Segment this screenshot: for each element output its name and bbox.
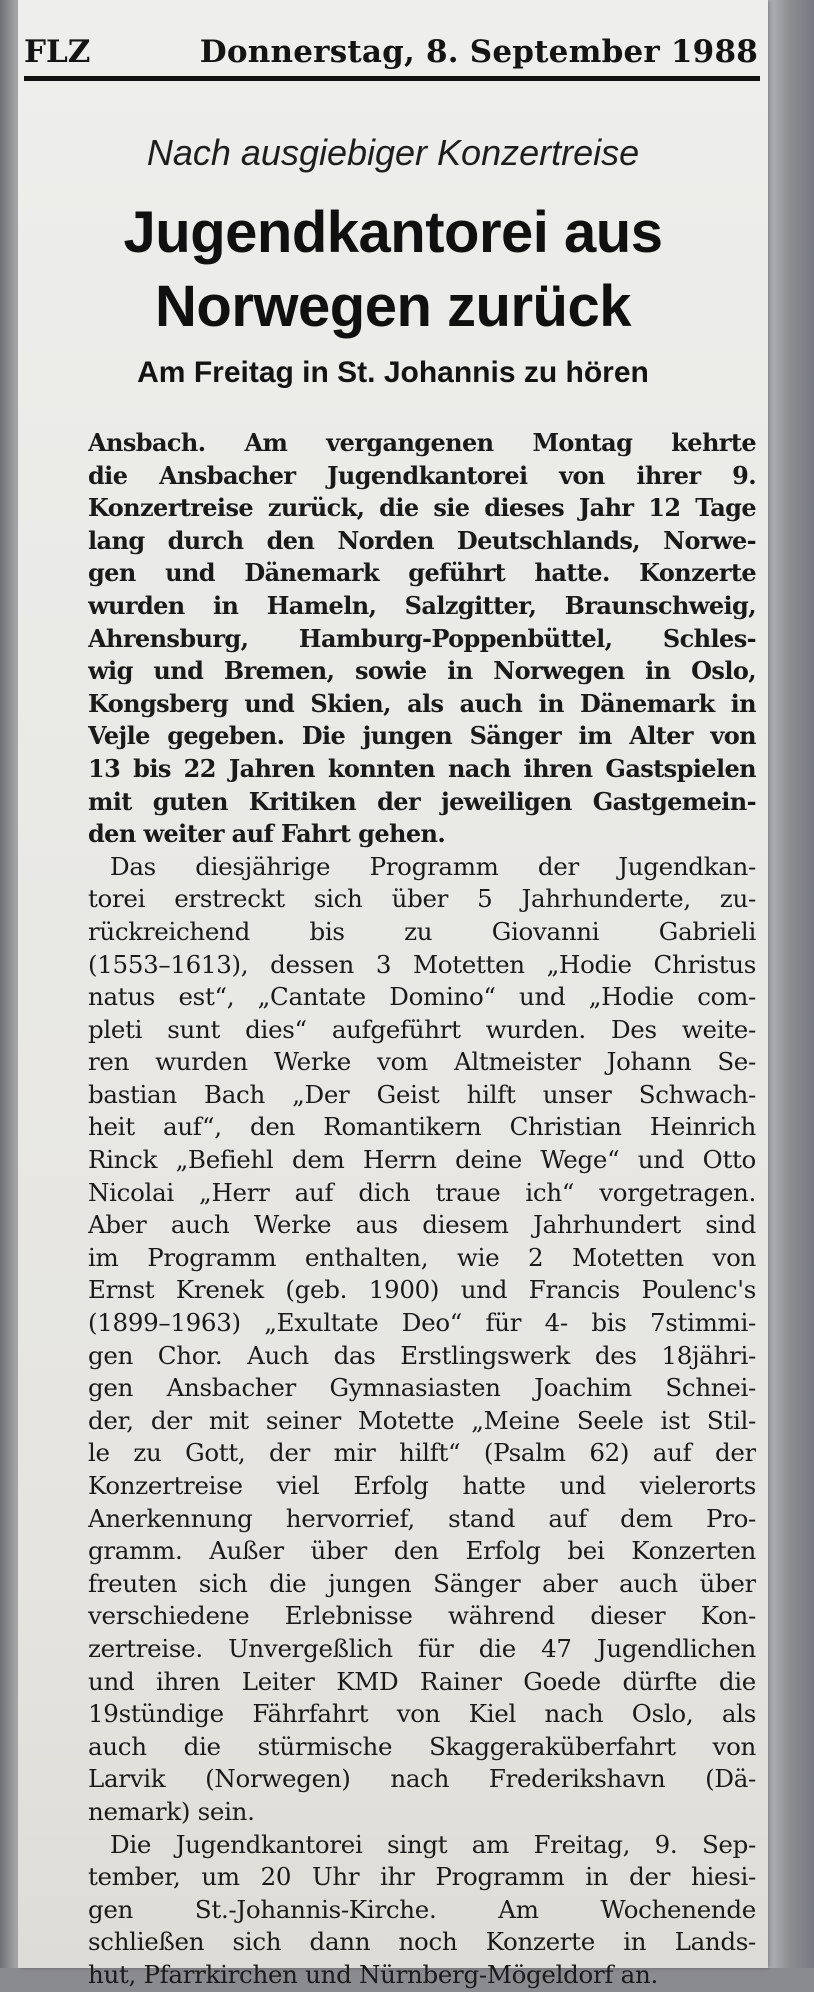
body-line: gen St.-Johannis-Kirche. Am Wochenende — [88, 1894, 756, 1924]
newspaper-clipping — [18, 0, 768, 1989]
body-line: gen und Dänemark geführt hatte. Konzerte — [88, 558, 756, 588]
body-line: gen Chor. Auch das Erstlingswerk des 18jähri- — [88, 1340, 756, 1370]
article-headline — [18, 196, 768, 344]
body-line: Kongsberg und Skien, als auch in Dänemark in — [88, 688, 756, 718]
body-line: Nicolai „Herr auf dich traue ich“ vorgetragen. — [88, 1177, 756, 1207]
article-subhead: Am Freitag in St. Johannis zu hören — [137, 356, 649, 389]
body-line: Ansbach. Am vergangenen Montag kehrte — [88, 428, 756, 457]
body-line: auch die stürmische Skaggeraküberfahrt von — [88, 1731, 756, 1761]
body-line: torei erstreckt sich über 5 Jahrhunderte, zu- — [88, 884, 756, 914]
article-body — [88, 427, 756, 1992]
body-line: Konzertreise viel Erfolg hatte und vielerorts — [88, 1471, 756, 1500]
body-line: ren wurden Werke vom Altmeister Johann Se- — [88, 1047, 756, 1077]
body-line: 19stündige Fährfahrt von Kiel nach Oslo, als — [88, 1699, 756, 1729]
body-line: verschiedene Erlebnisse während dieser Kon- — [88, 1601, 756, 1631]
body-line: die Ansbacher Jugendkantorei von ihrer 9. — [88, 460, 756, 490]
body-line: der, der mit seiner Motette „Meine Seele ist Stil- — [88, 1405, 756, 1435]
body-line: zertreise. Unvergeßlich für die 47 Jugendlichen — [88, 1633, 756, 1663]
body-line: Konzertreise zurück, die sie dieses Jahr 12 Tage — [88, 493, 756, 523]
body-line: Aber auch Werke aus diesem Jahrhundert sind — [88, 1210, 756, 1240]
body-line: heit auf“, den Romantikern Christian Heinrich — [88, 1112, 756, 1142]
backing-board-right — [766, 0, 814, 1968]
body-line: Ahrensburg, Hamburg-Poppenbüttel, Schles- — [88, 623, 756, 653]
body-line: hut, Pfarrkirchen und Nürnberg-Mögeldorf an. — [88, 1959, 658, 1989]
headline-line: Norwegen zurück — [155, 274, 631, 339]
body-line: 13 bis 22 Jahren konnten nach ihren Gastspielen — [88, 753, 756, 783]
newspaper-name: FLZ — [24, 34, 91, 70]
body-line: lang durch den Norden Deutschlands, Norwe- — [88, 525, 756, 555]
body-line: bastian Bach „Der Geist hilft unser Schwach- — [88, 1079, 756, 1109]
body-line: freuten sich die jungen Sänger aber auch über — [88, 1568, 756, 1598]
publication-date: Donnerstag, 8. September 1988 — [199, 34, 758, 70]
body-line: (1553–1613), dessen 3 Motetten „Hodie Christus — [88, 949, 756, 979]
body-line: le zu Gott, der mir hilft“ (Psalm 62) auf der — [88, 1438, 756, 1468]
body-line: mit guten Kritiken der jeweiligen Gastgemein- — [88, 786, 756, 816]
body-line: pleti sunt dies“ aufgeführt wurden. Des weite- — [88, 1014, 756, 1044]
body-line: Ernst Krenek (geb. 1900) und Francis Poulenc's — [88, 1275, 756, 1305]
headline-line: Jugendkantorei aus — [123, 200, 663, 265]
article-kicker: Nach ausgiebiger Konzertreise — [146, 132, 640, 173]
body-line: gen Ansbacher Gymnasiasten Joachim Schnei- — [88, 1373, 756, 1403]
body-line: schließen sich dann noch Konzerte in Lands- — [88, 1927, 756, 1957]
body-line: nemark) sein. — [88, 1796, 255, 1826]
body-line: Anerkennung hervorrief, stand auf dem Pro- — [88, 1503, 756, 1533]
body-line: und ihren Leiter KMD Rainer Goede dürfte die — [88, 1666, 756, 1696]
body-line: tember, um 20 Uhr ihr Programm in der hiesi- — [88, 1862, 756, 1892]
body-line: wig und Bremen, sowie in Norwegen in Oslo, — [88, 656, 756, 686]
body-line: Larvik (Norwegen) nach Frederikshavn (Dä- — [88, 1764, 756, 1794]
body-line: Die Jugendkantorei singt am Freitag, 9. Sep- — [110, 1829, 756, 1859]
body-line: Rinck „Befiehl dem Herrn deine Wege“ und Otto — [88, 1145, 756, 1175]
body-line: Das diesjährige Programm der Jugendkan- — [110, 851, 756, 881]
body-line: natus est“, „Cantate Domino“ und „Hodie com- — [88, 982, 756, 1012]
body-line: Vejle gegeben. Die jungen Sänger im Alter von — [88, 721, 756, 751]
body-line: den weiter auf Fahrt gehen. — [88, 819, 446, 849]
masthead — [24, 28, 760, 81]
body-line: rückreichend bis zu Giovanni Gabrieli — [88, 916, 756, 946]
body-line: gramm. Außer über den Erfolg bei Konzerten — [88, 1536, 756, 1566]
body-line: (1899–1963) „Exultate Deo“ für 4- bis 7stimmi- — [88, 1308, 756, 1338]
body-line: wurden in Hameln, Salzgitter, Braunschweig, — [88, 590, 756, 620]
body-line: im Programm enthalten, wie 2 Motetten von — [88, 1242, 756, 1272]
